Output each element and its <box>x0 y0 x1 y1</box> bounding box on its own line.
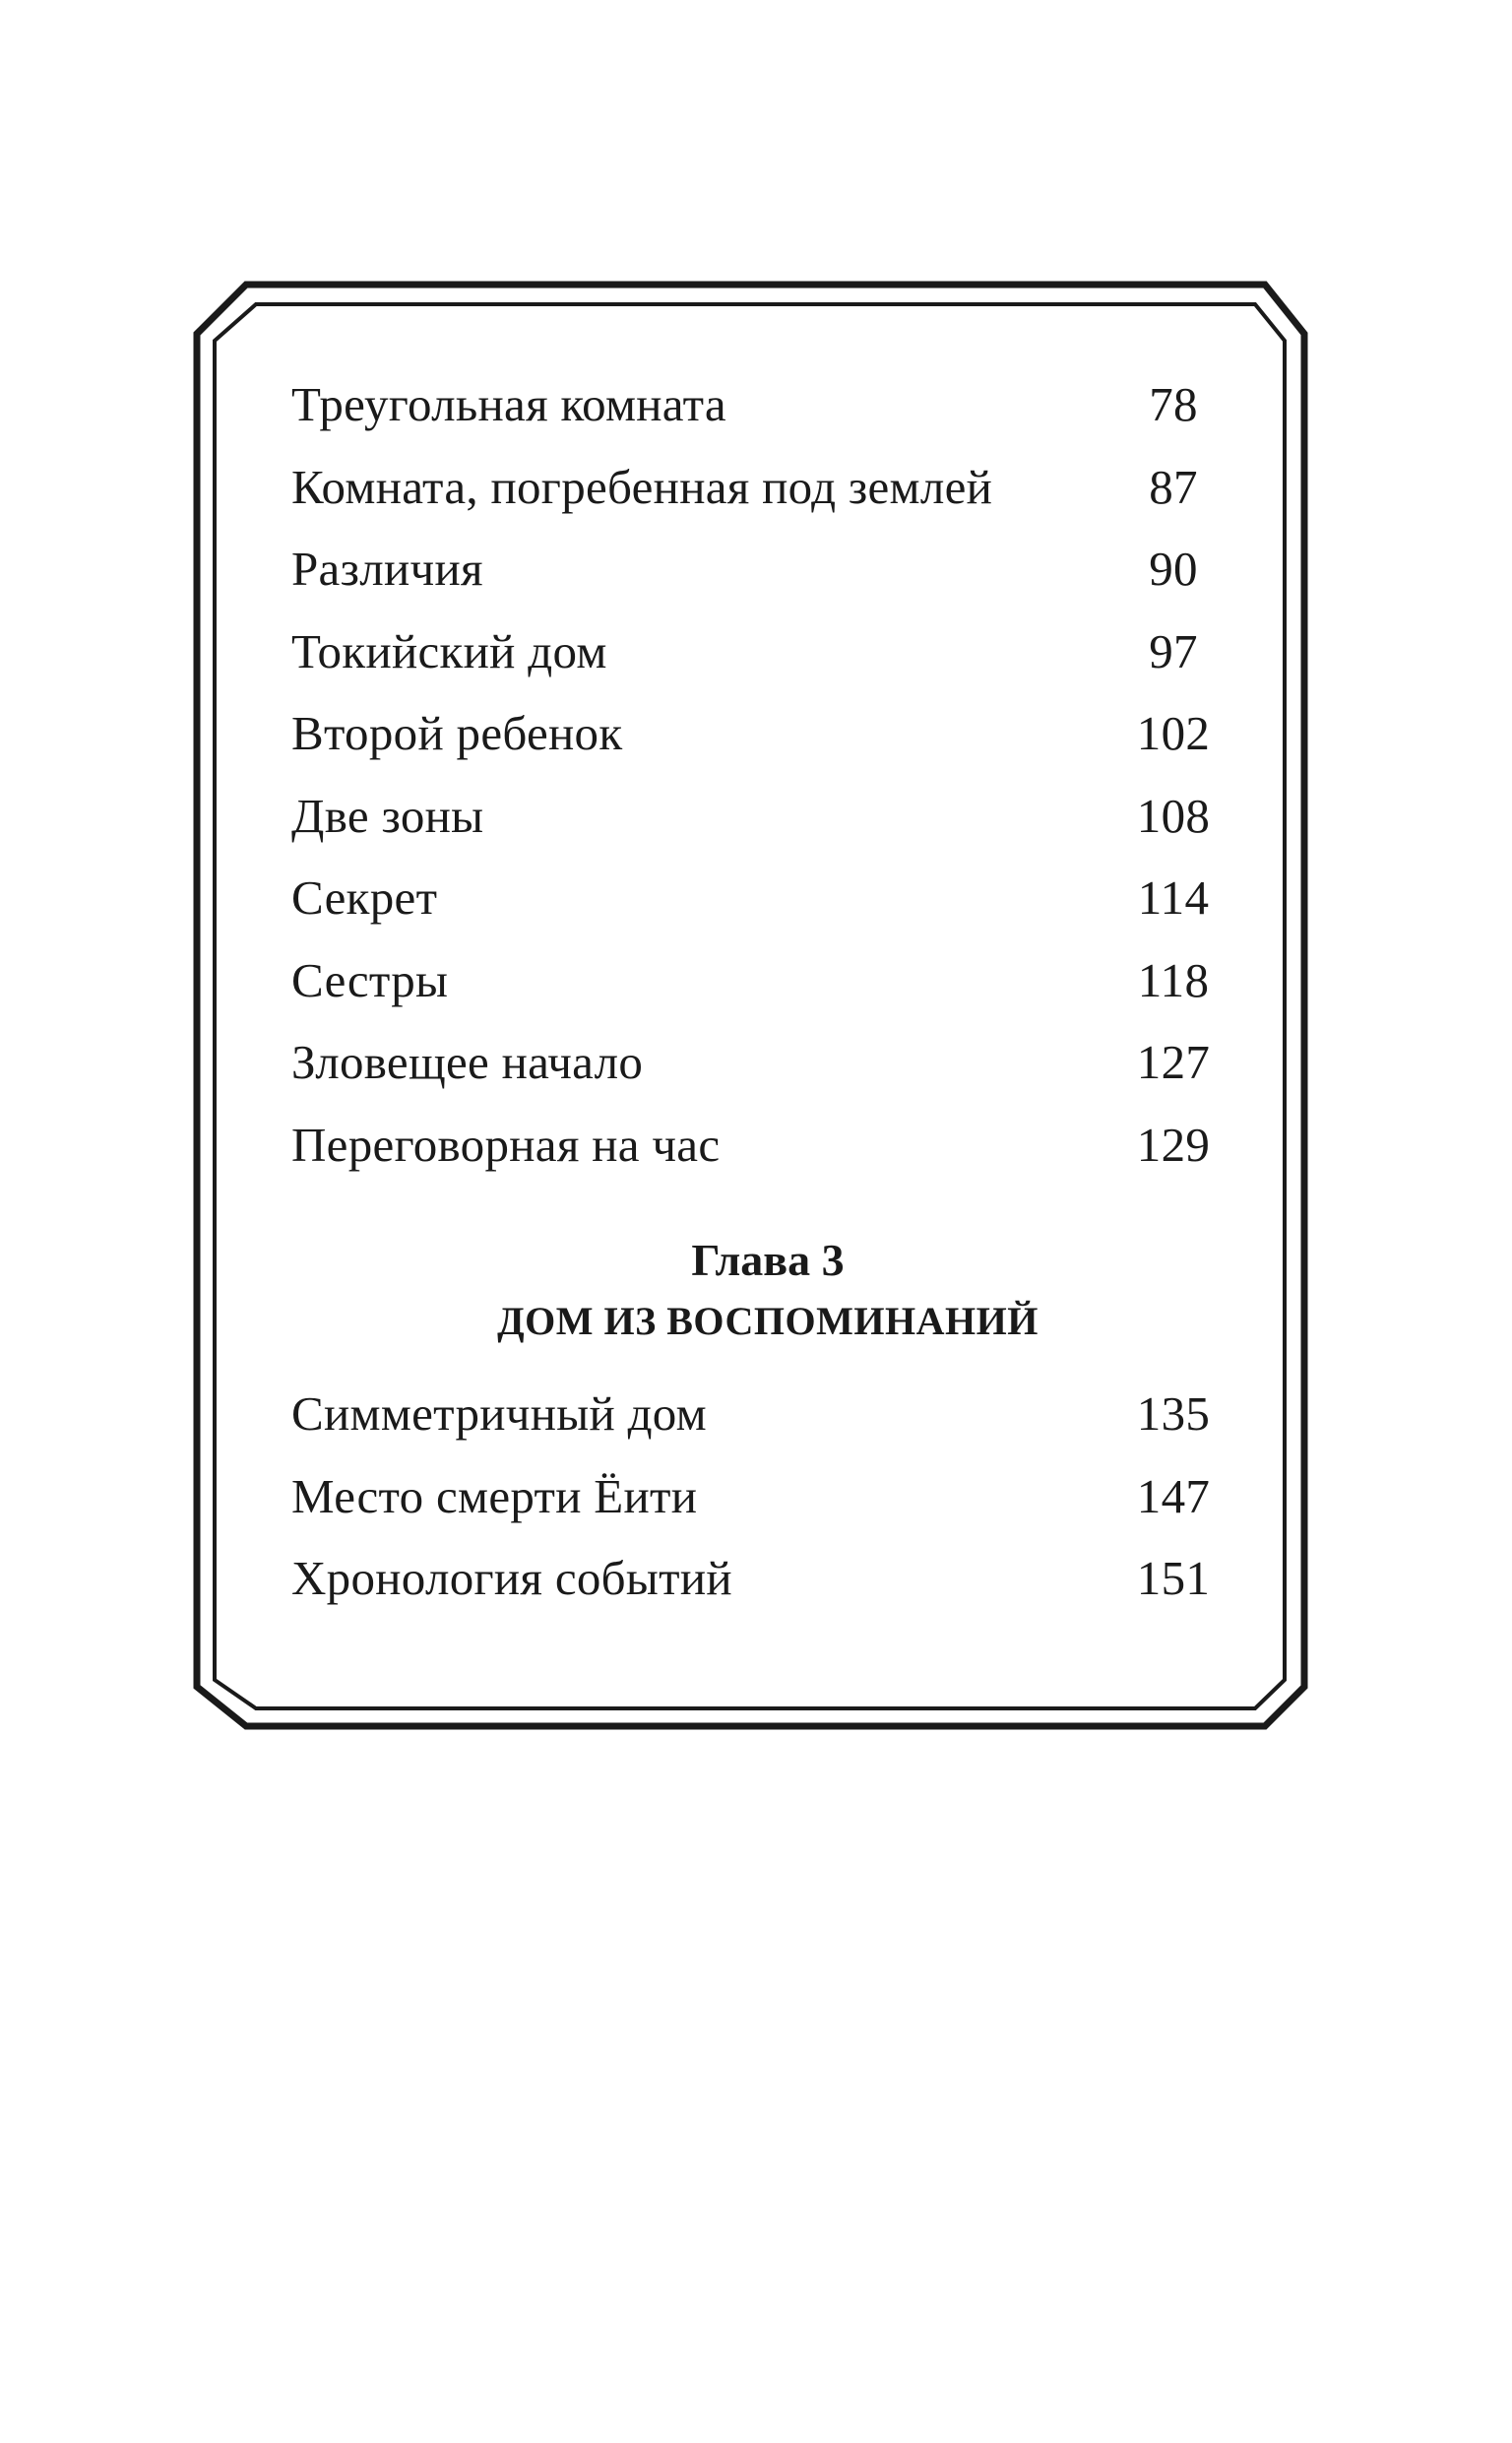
toc-entry <box>291 1468 1213 1551</box>
chapter-number: Глава 3 <box>691 1235 845 1285</box>
toc-entry-page: 114 <box>1137 870 1210 925</box>
toc-entry-title: Место смерти Ёити <box>291 1468 698 1523</box>
toc-entry-page: 78 <box>1149 377 1198 431</box>
toc-entry <box>291 1117 1213 1199</box>
toc-entry <box>291 1034 1213 1117</box>
toc-entry <box>291 1550 1213 1633</box>
toc-entry-page: 102 <box>1136 706 1211 760</box>
toc-entry-page: 151 <box>1136 1551 1211 1605</box>
toc-list-section-a <box>291 376 1213 1198</box>
toc-entry-title: Сестры <box>291 952 449 1007</box>
toc-entry-page: 97 <box>1149 623 1198 678</box>
toc-entry-title: Секрет <box>291 870 438 925</box>
toc-entry-title: Комната, погребенная под землей <box>291 459 993 514</box>
toc-entry-title: Второй ребенок <box>291 706 623 760</box>
toc-entry <box>291 623 1213 706</box>
toc-entry <box>291 788 1213 870</box>
toc-entry-page: 147 <box>1136 1468 1211 1523</box>
toc-entry-title: Токийский дом <box>291 623 607 678</box>
toc-entry <box>291 541 1213 623</box>
toc-entry <box>291 952 1213 1035</box>
toc-entry-title: Переговорная на час <box>291 1117 721 1172</box>
chapter-title: ДОМ ИЗ ВОСПОМИНАНИЙ <box>497 1299 1039 1343</box>
toc-entry-page: 127 <box>1136 1035 1211 1089</box>
chapter-heading <box>291 1229 1244 1351</box>
toc-entry-title: Различия <box>291 542 483 596</box>
toc-entry <box>291 1385 1213 1468</box>
toc-entry-page: 118 <box>1137 952 1210 1007</box>
toc-entry <box>291 459 1213 542</box>
toc-entry-title: Треугольная комната <box>291 377 726 431</box>
toc-entry-title: Симметричный дом <box>291 1386 707 1441</box>
toc-list-section-b <box>291 1385 1213 1633</box>
toc-entry <box>291 376 1213 459</box>
toc-entry-page: 108 <box>1136 788 1211 843</box>
toc-entry-title: Две зоны <box>291 788 484 843</box>
toc-entry <box>291 705 1213 788</box>
toc-entry-page: 90 <box>1149 542 1198 596</box>
toc-entry-page: 135 <box>1136 1386 1211 1441</box>
toc-entry-page: 87 <box>1149 459 1198 514</box>
toc-entry-page: 129 <box>1136 1117 1211 1172</box>
toc-entry <box>291 869 1213 952</box>
toc-entry-title: Зловещее начало <box>291 1035 644 1089</box>
toc-entry-title: Хронология событий <box>291 1551 732 1605</box>
